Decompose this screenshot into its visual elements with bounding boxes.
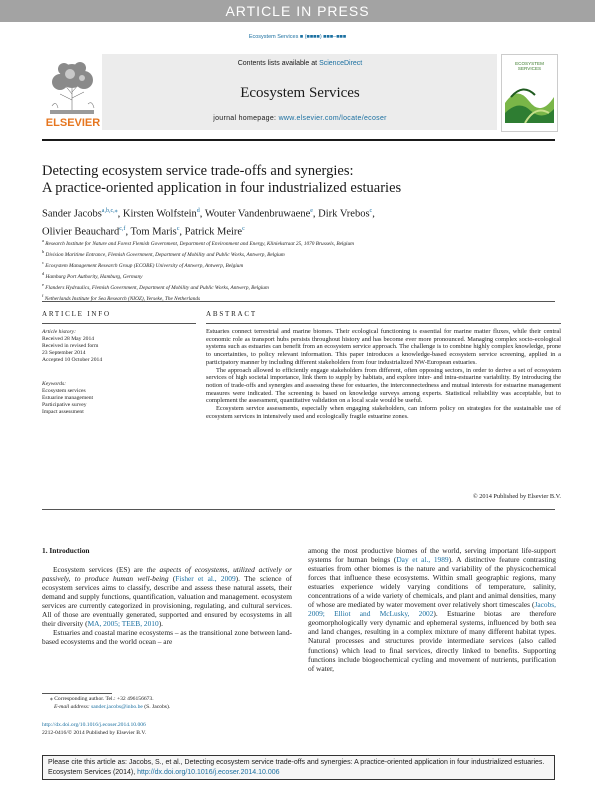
footnote-block — [42, 696, 292, 711]
journal-homepage — [110, 115, 490, 122]
affiliation-text: Netherlands Institute for Sea Research (NIOZ), Yerseke, The Netherlands — [44, 295, 201, 302]
body-column-left — [42, 565, 292, 646]
text-run: Ecosystem services (ES) are — [53, 565, 147, 574]
text-run: ). A distinctive feature contrasting estuaries from other biomes is the nature and variability of the physicochemical forces that influence these ecosystems. Within small geographic regions, many estuaries experience widely varying conditions of temperature, salinity, concentrations of a wide variety of chemicals, and plant and animal densities, many of whose are mediated by water movement over relatively short timescales ( — [308, 555, 556, 610]
keyword-item: Estuarine management — [42, 395, 94, 401]
affiliation-list — [42, 237, 542, 303]
reference-link[interactable]: Fisher et al., 2009 — [175, 574, 236, 584]
homepage-link[interactable]: www.elsevier.com/locate/ecoser — [278, 115, 387, 122]
keyword-item: Ecosystem services — [42, 388, 86, 394]
doi-link[interactable]: http://dx.doi.org/10.1016/j.ecoser.2014.10.006 — [42, 722, 146, 728]
affiliation-text: Flanders Hydraulics, Flemish Government, Department of Mobility and Public Works, Antwerp, Belgium — [45, 284, 269, 291]
affiliation-text: Division Maritime Entrance, Flemish Government, Department of Mobility and Public Works, Antwerp, Belgium — [45, 251, 285, 258]
keyword-item: Participative survey — [42, 402, 87, 408]
abstract-paragraph: The approach allowed to efficiently engage stakeholders from different, often opposing sectors, in order to derive a set of ecosystem services of high societal importance, link them to supply by habitats, and explore inter- and intra-estuarine variability. By introducing the notion of trade-offs and synergies and assessing these for estuaries, the interconnectedness and mutual interests for estuarine management measures were indicated. The screening is based on knowledge surveys among experts. Statistical reliability was acceptable, but to complement the assessment, quantitative validation on a local scale would be useful. — [206, 366, 561, 405]
abstract-paragraph: Ecosystem service assessments, especially when engaging stakeholders, can inform policy on strategies for the sustainable use of ecosystem services in intensively used and ecologically fragile estuarine zones. — [206, 405, 561, 420]
text-run: ). Estuarine biotas are therefore geomorphologically very dynamic and ephemeral systems, influenced by both sea and land changes, resulting in a complex mixture of many different habitat types. Natural processes and structures provide intermediate services (also called functions) which lead to final services, directly linked to benefits. Supporting functions include biogeochemical cycling and movement of nutrients, purification of water, — [308, 609, 556, 673]
abstract-paragraph: Estuaries connect terrestrial and marine biomes. Their ecological functioning is essential for marine matter fluxes, while their central economic role as transport hubs persists throughout history and has become ever more pronounced. Managing complex socio-ecological systems such as estuaries can benefit from an ecosystem service approach. The challenge is to combine highly complex knowledge, prone to uncertainties, to policy relevant information. This paper introduces a knowledge-based ecosystem service screening, applied in a participatory manner by including different stakeholders from four industrialized NW-European estuaries. — [206, 328, 561, 366]
text-run: ). — [158, 619, 163, 629]
homepage-prefix: journal homepage: — [213, 115, 279, 122]
author-affiliation-mark[interactable]: c — [242, 225, 245, 232]
author-name: Kirsten Wolfstein — [122, 208, 197, 220]
author-name: Dirk Vrebos — [318, 208, 370, 220]
author-name: Wouter Vandenbruwaene — [204, 208, 311, 220]
email-link[interactable]: sander.jacobs@inbo.be — [91, 703, 143, 710]
cover-artwork — [505, 83, 554, 123]
footnote-rule — [42, 693, 112, 694]
issn-line: 2212-0416/© 2014 Published by Elsevier B.V. — [42, 729, 147, 736]
author-separator: , — [372, 208, 375, 220]
body-column-right — [308, 546, 556, 673]
text-run: ). The science of ecosystem services aims to classify, describe and assess these natural assets, their demand and supply functions, quantification, valuation and management. ecosystem services are currently categorized in provisioning, regulating, and cultural services. All of those are eventually generated, supported and ensured by ecosystems in all their diversity ( — [42, 574, 292, 629]
author-affiliation-mark[interactable]: e — [310, 208, 313, 214]
author-name: Tom Maris — [130, 226, 177, 237]
keywords-label: Keywords: — [42, 381, 67, 387]
cover-title-line1: ECOSYSTEM — [515, 61, 544, 66]
affiliation-item — [42, 259, 542, 270]
definition-italic: the aspects of ecosystems, utilized actively or passively, to produce human well-being — [42, 565, 292, 584]
reference-link[interactable]: MA, 2005; TEEB, 2010 — [87, 619, 159, 629]
reference-link[interactable]: Day et al., 1989 — [396, 555, 449, 565]
abstract-end-rule — [42, 509, 555, 510]
article-info-rule — [42, 323, 196, 324]
history-item: 23 September 2014 — [42, 350, 86, 356]
cover-title-line2: SERVICES — [517, 66, 542, 71]
doi-block — [42, 722, 292, 737]
affiliation-mark: e — [42, 281, 44, 287]
text-run: among the most productive biomes of the world, serving important life-support systems for human beings ( — [308, 546, 556, 565]
journal-title: Ecosystem Services — [240, 85, 360, 101]
author-affiliation-mark[interactable]: c — [369, 208, 373, 214]
sciencedirect-link[interactable]: ScienceDirect — [319, 60, 363, 67]
author-separator: , — [125, 226, 131, 237]
citation-box — [42, 755, 555, 780]
author-affiliation-mark[interactable]: d — [196, 208, 200, 214]
abstract-copyright: © 2014 Published by Elsevier B.V. — [472, 493, 561, 500]
title-line-2: A practice-oriented application in four industrialized estuaries — [42, 180, 402, 196]
reference-link[interactable]: Jacobs, 2009; Elliot and McLusky, 2002 — [308, 600, 556, 619]
keywords-block — [42, 381, 196, 416]
article-history — [42, 329, 196, 364]
history-item: Received in revised form — [42, 343, 99, 349]
history-item: Accepted 10 October 2014 — [42, 357, 103, 363]
affiliation-mark: c — [42, 259, 44, 265]
citation-doi-link[interactable]: http://dx.doi.org/10.1016/j.ecoser.2014.10.006 — [137, 768, 280, 776]
author-name: Sander Jacobs — [42, 208, 102, 220]
affiliation-mark: f — [42, 292, 44, 298]
author-separator: , — [312, 208, 319, 220]
keyword-item: Impact assessment — [42, 409, 84, 415]
author-name: Olivier Beauchard — [42, 226, 120, 237]
citation-text: Please cite this article as: Jacobs, S., et al., Detecting ecosystem service trade-offs and synergies: A practice-oriented application in four industrialized estuaries. Ecosystem Services (2014), — [48, 759, 545, 776]
affiliation-item — [42, 270, 542, 281]
author-separator: , — [179, 226, 185, 237]
affiliation-mark: a — [42, 238, 44, 243]
intro-paragraph — [42, 565, 292, 628]
author-name: Patrick Meire — [184, 226, 243, 237]
intro-paragraph: Estuaries and coastal marine ecosystems – as the transitional zone between land-based ecosystems and the world ocean – are — [42, 628, 292, 647]
affiliation-text: Research Institute for Nature and Forest Flemish Government, Department of Environment and Energy, Kliniekstraat 25, 1070 Brussels, Belgium — [45, 240, 354, 247]
author-separator: , — [199, 208, 205, 220]
contents-line — [110, 60, 490, 67]
affiliation-item — [42, 237, 542, 248]
introduction-heading: 1. Introduction — [42, 546, 90, 555]
abstract-heading: ABSTRACT — [206, 310, 257, 318]
header-rule — [42, 139, 555, 141]
affiliation-text: Hamburg Port Authority, Hamburg, Germany — [45, 273, 143, 280]
abstract-body — [206, 328, 561, 420]
journal-citation-line[interactable]: Ecosystem Services ■ (■■■■) ■■■–■■■ — [248, 34, 347, 40]
affiliation-mark: d — [42, 270, 45, 276]
history-item: Received 28 May 2014 — [42, 336, 95, 342]
journal-cover-thumbnail — [501, 54, 558, 132]
title-line-1: Detecting ecosystem service trade-offs and synergies: — [42, 163, 354, 179]
contents-prefix: Contents lists available at — [237, 60, 320, 67]
elsevier-wordmark: ELSEVIER — [45, 117, 101, 129]
section-divider — [42, 301, 555, 302]
abstract-rule — [206, 323, 561, 324]
affiliation-text: Ecosystem Management Research Group (ECOBE) University of Antwerp, Antwerp, Belgium — [45, 262, 244, 269]
article-title — [42, 163, 542, 197]
email-suffix: (S. Jacobs). — [142, 703, 171, 710]
email-label: E-mail address: — [54, 703, 90, 710]
affiliation-item — [42, 281, 542, 292]
author-affiliation-mark[interactable]: c,f — [119, 225, 126, 232]
intro-paragraph-continued — [308, 546, 556, 673]
text-run: ( — [168, 574, 176, 584]
author-affiliation-mark[interactable]: a,b,c,⁎ — [101, 208, 118, 214]
affiliation-mark: b — [42, 248, 45, 254]
author-affiliation-mark[interactable]: c — [176, 225, 180, 232]
corresponding-text: Corresponding author. Tel.: +32 496156673. — [54, 696, 154, 702]
article-info-heading: ARTICLE INFO — [42, 310, 111, 318]
corresponding-author-note: ⁎ Corresponding author. Tel.: +32 496156673. — [50, 696, 154, 702]
email-note — [42, 704, 292, 712]
author-list — [42, 204, 542, 239]
article-in-press-banner: ARTICLE IN PRESS — [0, 0, 595, 22]
author-separator: , — [117, 208, 123, 220]
history-label: Article history: — [42, 329, 77, 335]
affiliation-item — [42, 248, 542, 259]
